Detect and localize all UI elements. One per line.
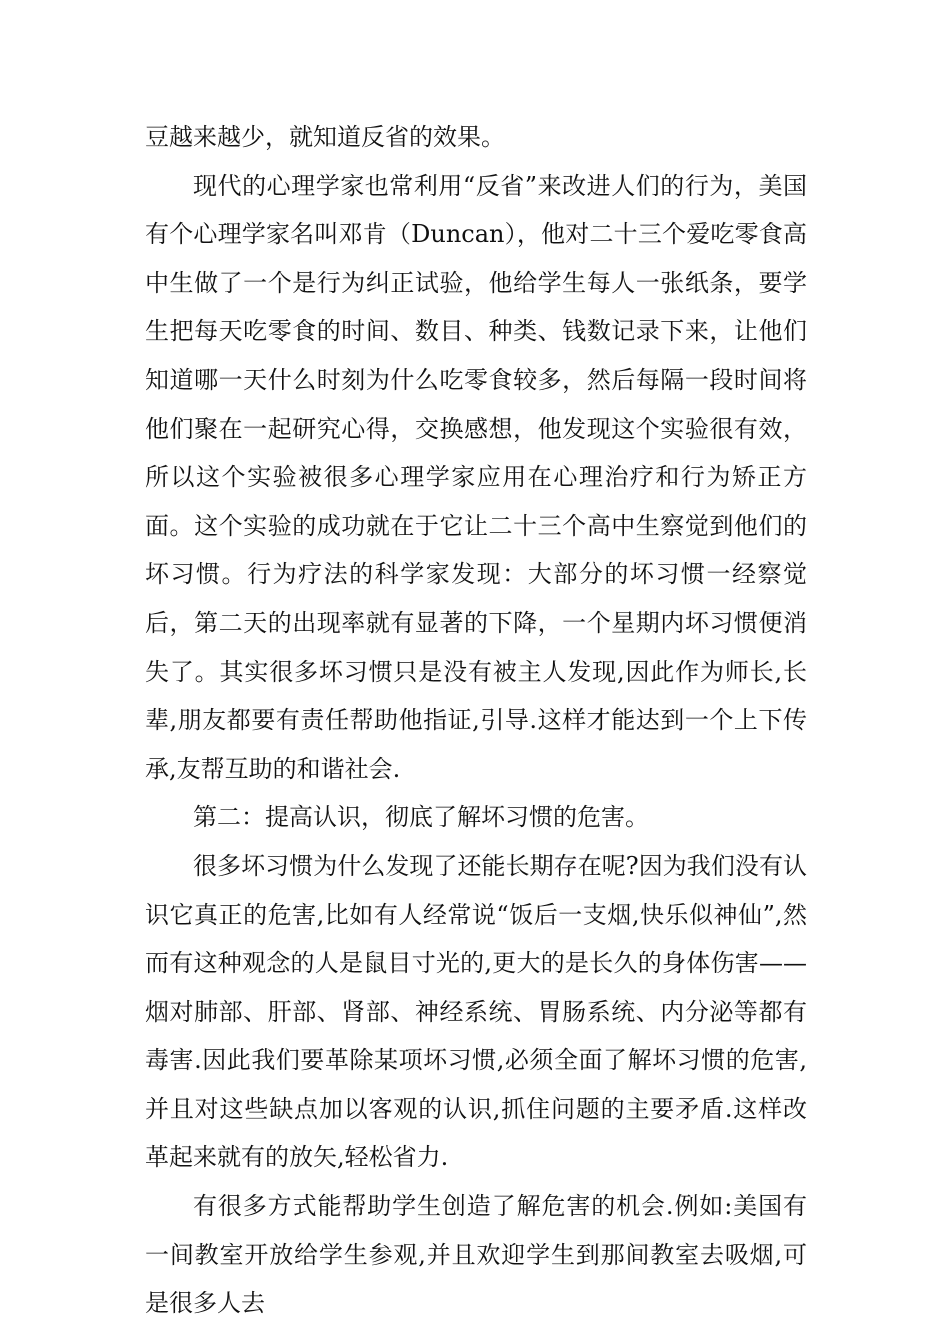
section-heading-second: 第二：提高认识，彻底了解坏习惯的危害。 (193, 803, 649, 832)
paragraph-example-classroom: 有很多方式能帮助学生创造了解危害的机会.例如:美国有一间教室开放给学生参观,并且欢迎学生到那间教室去吸烟,可是很多人去 (145, 1192, 807, 1318)
paragraph-continuation: 豆越来越少，就知道反省的效果。 (145, 123, 505, 151)
document-body (145, 113, 807, 1328)
paragraph-reflection-experiment: 现代的心理学家也常利用“反省”来改进人们的行为，美国有个心理学家名叫邓肯（Duncan），他对二十三个爱吃零食高中生做了一个是行为纠正试验，他给学生每人一张纸条，要学生把每天吃零食的时间、数目、种类、钱数记录下来，让他们知道哪一天什么时刻为什么吃零食较多，然后每隔一段时间将他们聚在一起研究心得，交换感想，他发现这个实验很有效，所以这个实验被很多心理学家应用在心理治疗和行为矫正方面。这个实验的成功就在于它让二十三个高中生察觉到他们的坏习惯。行为疗法的科学家发现：大部分的坏习惯一经察觉后，第二天的出现率就有显著的下降，一个星期内坏习惯便消失了。其实很多坏习惯只是没有被主人发现,因此作为师长,长辈,朋友都要有责任帮助他指证,引导.这样才能达到一个上下传承,友帮互助的和谐社会. (145, 171, 807, 783)
paragraph-harm-awareness: 很多坏习惯为什么发现了还能长期存在呢?因为我们没有认识它真正的危害,比如有人经常说“饭后一支烟,快乐似神仙”,然而有这种观念的人是鼠目寸光的,更大的是长久的身体伤害——烟对肺部、肝部、肾部、神经系统、胃肠系统、内分泌等都有毒害.因此我们要革除某项坏习惯,必须全面了解坏习惯的危害,并且对这些缺点加以客观的认识,抓住问题的主要矛盾.这样改革起来就有的放矢,轻松省力. (145, 851, 807, 1172)
